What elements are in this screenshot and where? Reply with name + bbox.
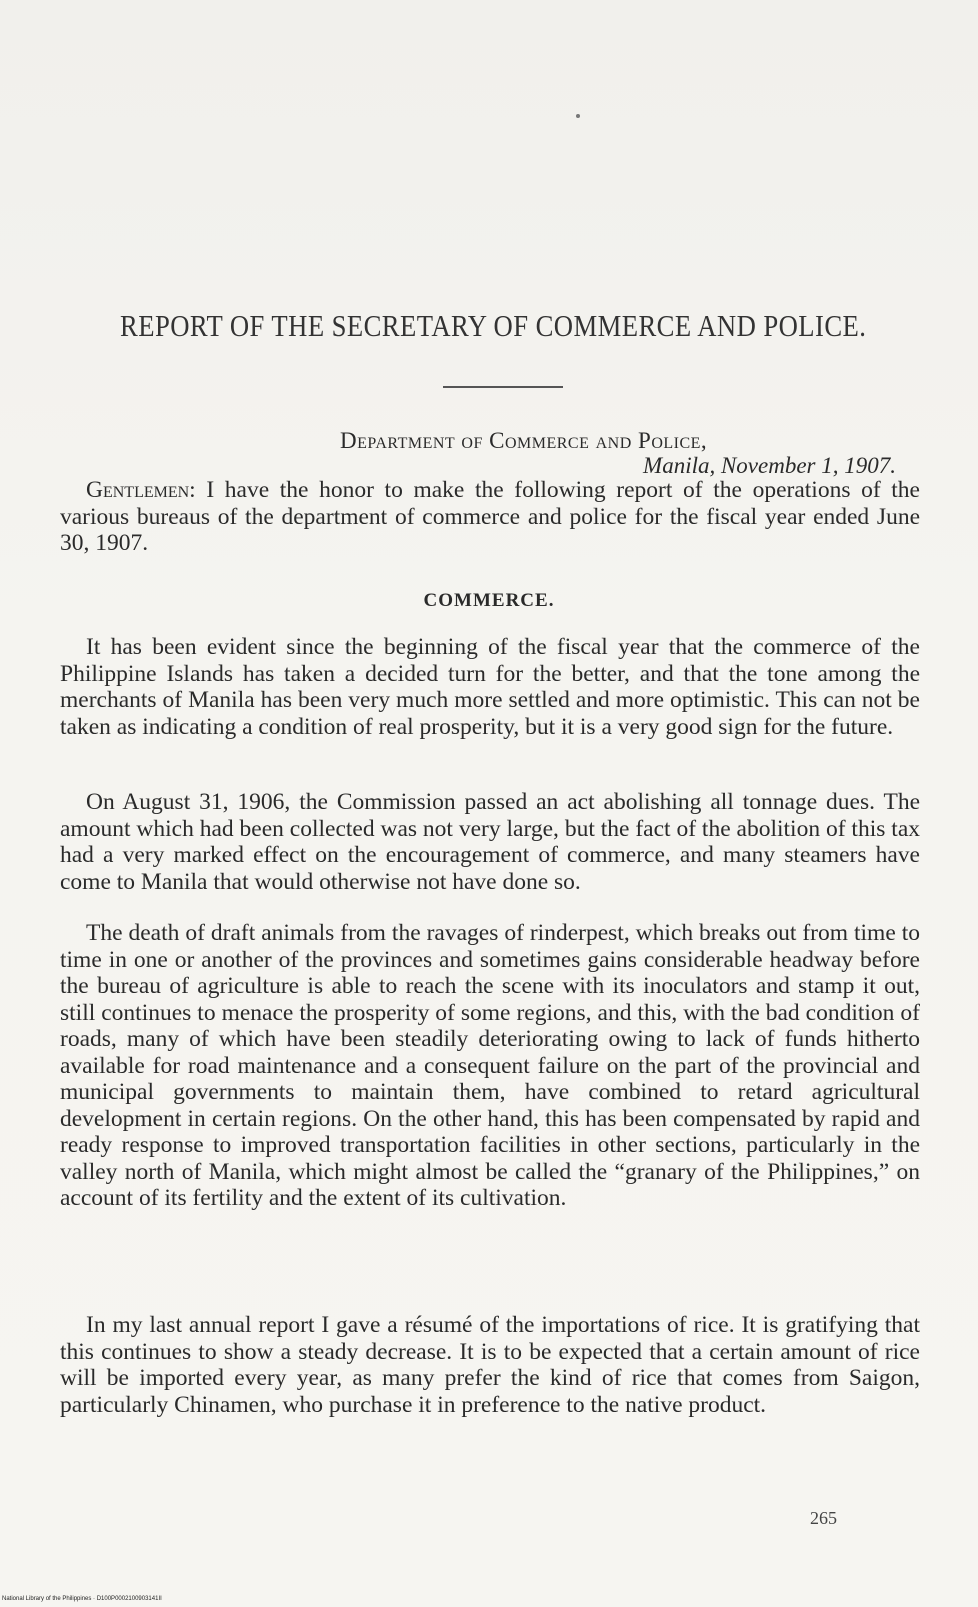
body-paragraph-1: It has been evident since the beginning of the fiscal year that the commerce of the Philippine Islands has taken a decided turn for the better, and that the tone among the merchants of Manila has been very much more settled and more optimistic. This can not be taken as indicating a condition of real prosperity, but it is a very good sign for the future.: [60, 634, 920, 740]
report-title: REPORT OF THE SECRETARY OF COMMERCE AND POLICE.: [120, 308, 867, 343]
footer-credit: National Library of the Philippines · D100P0002100903141II: [2, 1596, 162, 1602]
body-paragraph-4: In my last annual report I gave a résumé of the importations of rice. It is gratifying that this continues to show a steady decrease. It is to be expected that a certain amount of rice will be imported every year, as many prefer the kind of rice that comes from Saigon, particularly Chinamen, who purchase it in preference to the native product.: [60, 1312, 920, 1418]
title-rule: [443, 386, 563, 388]
intro-text: I have the honor to make the following report of the operations of the various bureaus of the department of commerce and police for the fiscal year ended June 30, 1907.: [60, 477, 920, 556]
salutation: Gentlemen:: [86, 477, 196, 503]
section-heading: COMMERCE.: [423, 590, 555, 611]
body-paragraph-2: On August 31, 1906, the Commission passed an act abolishing all tonnage dues. The amount which had been collected was not very large, but the fact of the abolition of this tax had a very marked effect on the encouragement of commerce, and many steamers have come to Manila that would otherwise not have done so.: [60, 789, 920, 895]
department-line: Department of Commerce and Police,: [340, 428, 708, 453]
intro-paragraph: [60, 477, 920, 557]
ink-speck: [576, 114, 580, 118]
place-date-line: Manila, November 1, 1907.: [643, 453, 896, 478]
page-number: 265: [810, 1508, 837, 1528]
body-paragraph-3: The death of draft animals from the ravages of rinderpest, which breaks out from time to time in one or another of the provinces and sometimes gains considerable headway before the bureau of agriculture is able to reach the scene with its inoculators and stamp it out, still continues to menace the prosperity of some regions, and this, with the bad condition of roads, many of which have been steadily deteriorating owing to lack of funds hitherto available for road maintenance and a consequent failure on the part of the provincial and municipal governments to maintain them, have combined to retard agricultural development in certain regions. On the other hand, this has been compensated by rapid and ready response to improved transportation facilities in other sections, particularly in the valley north of Manila, which might almost be called the “granary of the Philippines,” on account of its fertility and the extent of its cultivation.: [60, 920, 920, 1211]
